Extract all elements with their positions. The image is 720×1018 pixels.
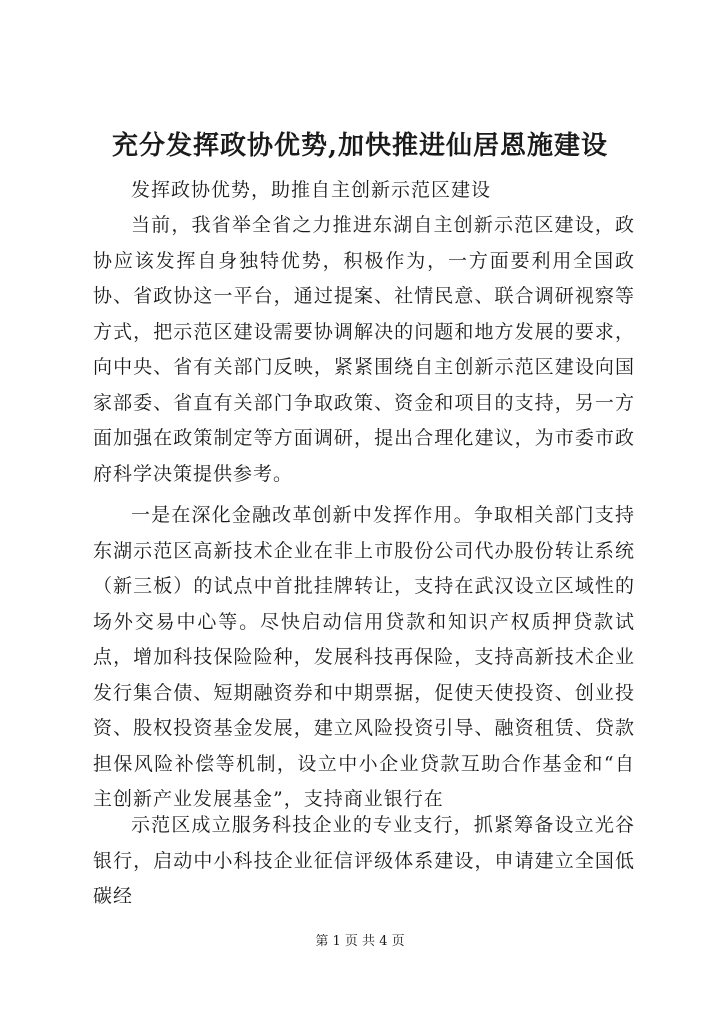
body-paragraph-2: 一是在深化金融改革创新中发挥作用。争取相关部门支持东湖示范区高新技术企业在非上市股份公司代办股份转让系统（新三板）的试点中首批挂牌转让，支持在武汉设立区域性的场外交易中心等。尽快启动信用贷款和知识产权质押贷款试点，增加科技保险险种，发展科技再保险，支持高新技术企业发行集合债、短期融资券和中期票据，促使天使投资、创业投资、股权投资基金发展，建立风险投资引导、融资租赁、贷款担保风险补偿等机制，设立中小企业贷款互助合作基金和“自主创新产业发展基金”，支持商业银行在 bbox=[93, 504, 635, 810]
document-title: 充分发挥政协优势,加快推进仙居恩施建设 bbox=[111, 131, 609, 161]
page-number-footer: 第 1 页 共 4 页 bbox=[315, 934, 405, 949]
document-subtitle: 发挥政协优势，助推自主创新示范区建设 bbox=[131, 179, 492, 201]
body-paragraph-3: 示范区成立服务科技企业的专业支行，抓紧筹备设立光谷银行，启动中小科技企业征信评级体系建设，申请建立全国低碳经 bbox=[93, 814, 635, 907]
body-paragraph-1: 当前，我省举全省之力推进东湖自主创新示范区建设，政协应该发挥自身独特优势，积极作为，一方面要利用全国政协、省政协这一平台，通过提案、社情民意、联合调研视察等方式，把示范区建设需要协调解决的问题和地方发展的要求，向中央、省有关部门反映，紧紧围绕自主创新示范区建设向国家部委、省直有关部门争取政策、资金和项目的支持，另一方面加强在政策制定等方面调研，提出合理化建议，为市委市政府科学决策提供参考。 bbox=[93, 214, 635, 485]
